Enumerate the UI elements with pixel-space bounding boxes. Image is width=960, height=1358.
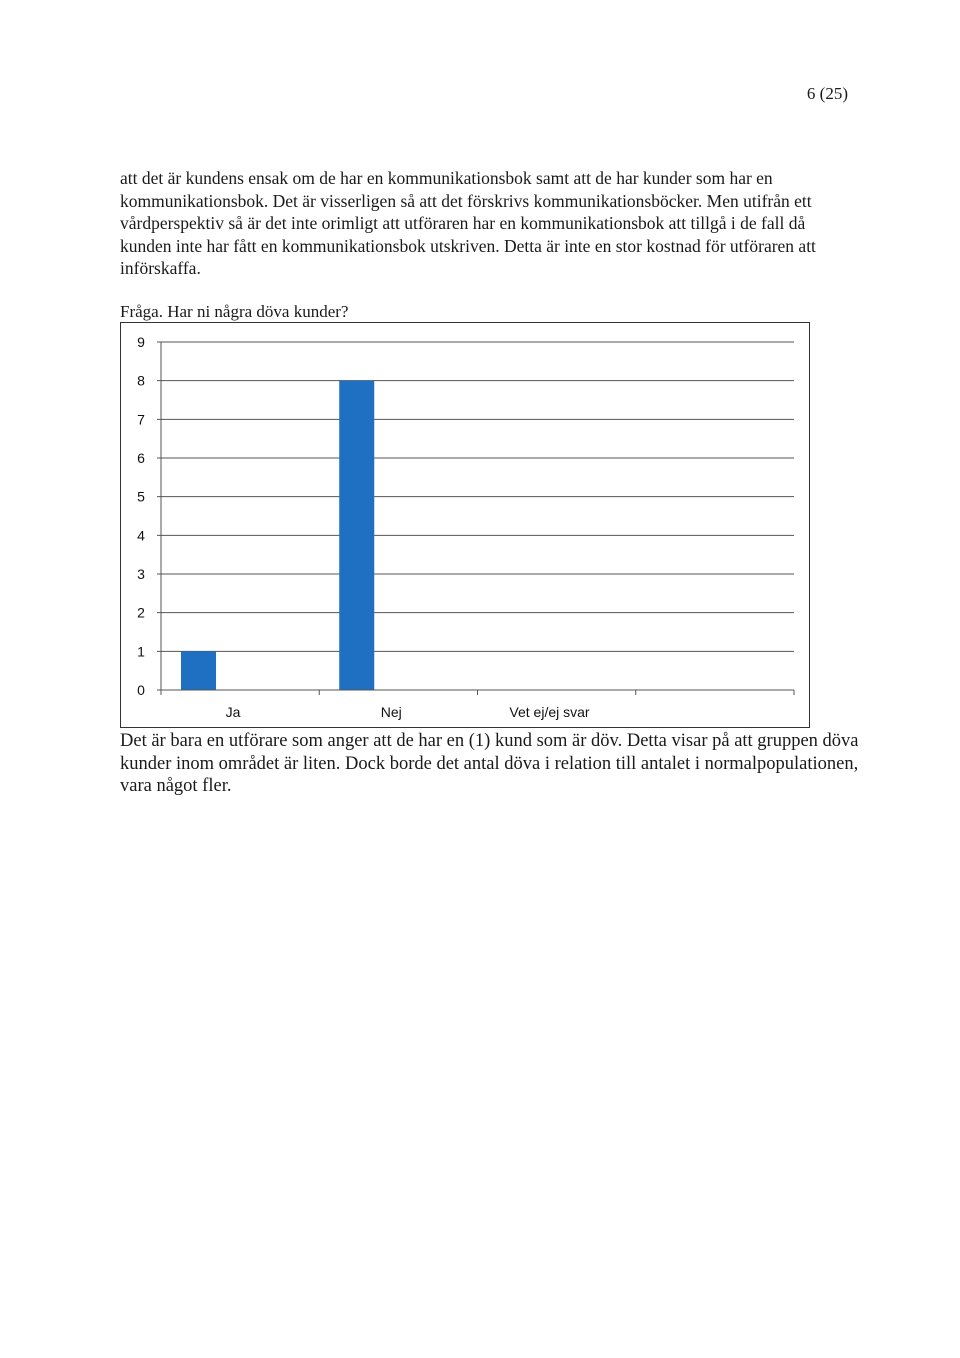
x-tick-label-1: Nej bbox=[380, 704, 402, 720]
y-tick-label-5: 5 bbox=[137, 488, 145, 505]
grid-lines bbox=[157, 342, 794, 651]
y-tick-label-8: 8 bbox=[137, 372, 145, 389]
y-tick-label-6: 6 bbox=[137, 450, 145, 466]
bar-1 bbox=[339, 381, 374, 690]
intro-paragraph: att det är kundens ensak om de har en kommunikationsbok samt att de har kunder som har en kommunikationsbok. Det är visserligen så att det förskrivs kommunikationsböcker. Men utifrån ett vårdperspektiv så är det inte orimligt att utföraren har en kommunikationsbok att tillgå i de fall då kunden inte har fått en kommunikationsbok utskriven. Detta är inte en stor kostnad för utföraren att införskaffa. bbox=[120, 168, 816, 278]
axes bbox=[157, 342, 794, 695]
y-tick-label-4: 4 bbox=[137, 527, 145, 544]
y-tick-label-2: 2 bbox=[137, 604, 145, 621]
y-tick-label-9: 9 bbox=[137, 334, 145, 350]
question-heading: Fråga. Har ni några döva kunder? bbox=[120, 302, 349, 321]
x-tick-label-0: Ja bbox=[225, 704, 241, 720]
y-tick-label-0: 0 bbox=[137, 682, 145, 698]
y-tick-label-7: 7 bbox=[137, 411, 145, 428]
bar-chart bbox=[120, 322, 810, 728]
bar-0 bbox=[181, 651, 216, 690]
y-tick-label-3: 3 bbox=[137, 566, 145, 582]
conclusion-paragraph: Det är bara en utförare som anger att de har en (1) kund som är döv. Detta visar på att gruppen döva kunder inom området är liten. Dock borde det antal döva i relation till antalet i normalpopulationen, vara något fler. bbox=[120, 731, 859, 796]
bar-chart-svg bbox=[121, 323, 811, 729]
x-tick-label-2: Vet ej/ej svar bbox=[509, 704, 590, 720]
y-tick-label-1: 1 bbox=[137, 643, 145, 660]
page-number: 6 (25) bbox=[806, 84, 848, 103]
